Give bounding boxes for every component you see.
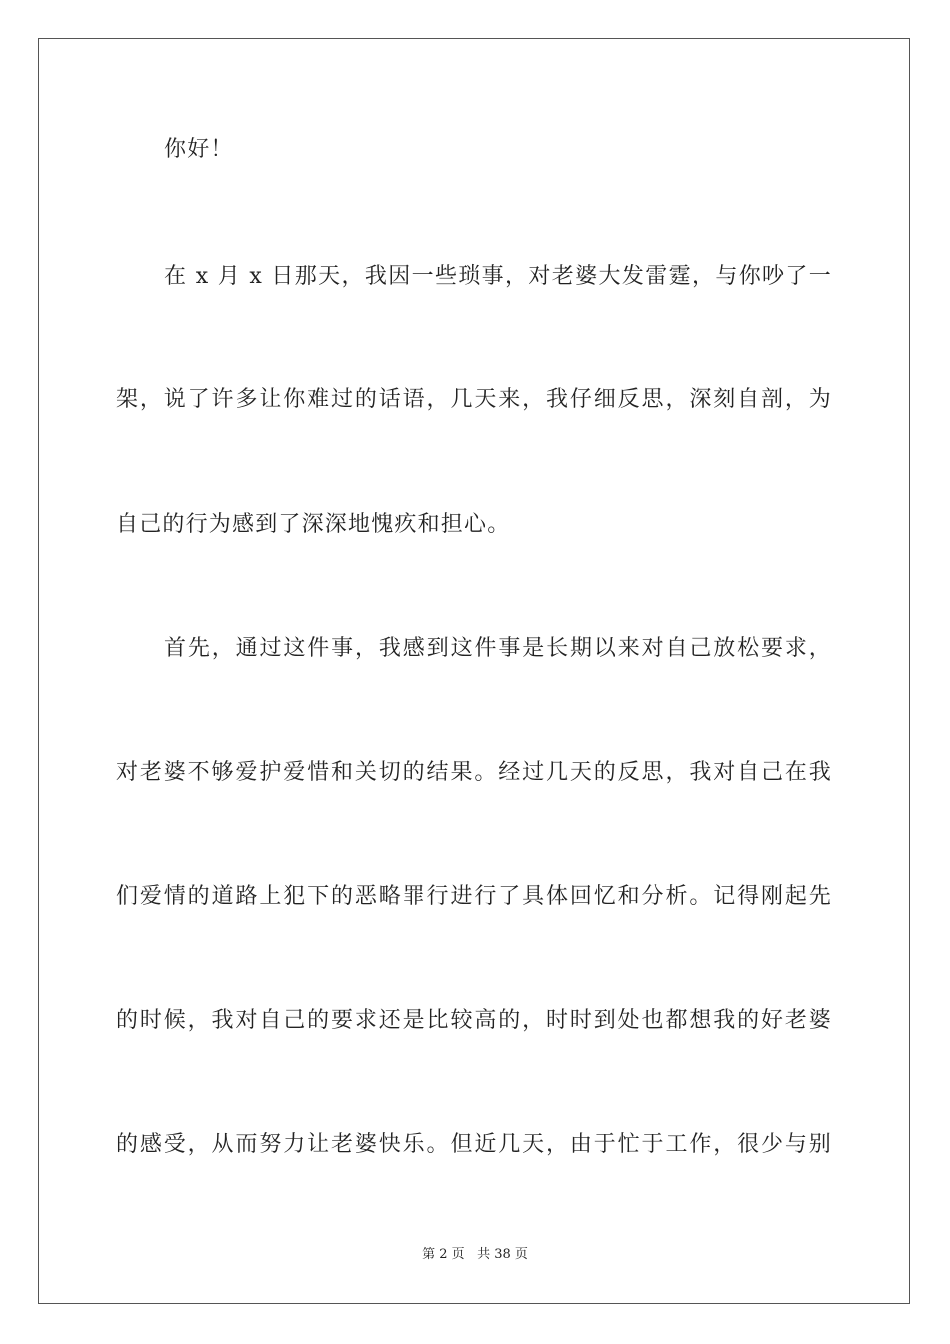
page-total: 共 38 页 xyxy=(477,1247,528,1262)
paragraph-line: 对老婆不够爱护爱惜和关切的结果。经过几天的反思，我对自己在我 xyxy=(116,760,832,785)
paragraph-line: 自己的行为感到了深深地愧疚和担心。 xyxy=(116,512,511,537)
greeting-line: 你好！ xyxy=(164,137,234,162)
page-number: 第 2 页 xyxy=(422,1247,465,1262)
paragraph-line: 们爱情的道路上犯下的恶略罪行进行了具体回忆和分析。记得刚起先 xyxy=(116,884,832,909)
paragraph-line: 的感受，从而努力让老婆快乐。但近几天，由于忙于工作，很少与别 xyxy=(116,1132,832,1157)
page-footer xyxy=(0,1246,950,1264)
page-frame xyxy=(38,38,910,1304)
paragraph-line: 首先，通过这件事，我感到这件事是长期以来对自己放松要求， xyxy=(164,636,832,661)
paragraph-line: 在 x 月 x 日那天，我因一些琐事，对老婆大发雷霆，与你吵了一 xyxy=(164,264,832,289)
paragraph-line: 的时候，我对自己的要求还是比较高的，时时到处也都想我的好老婆 xyxy=(116,1008,832,1033)
paragraph-line: 架，说了许多让你难过的话语，几天来，我仔细反思，深刻自剖，为 xyxy=(116,387,832,412)
